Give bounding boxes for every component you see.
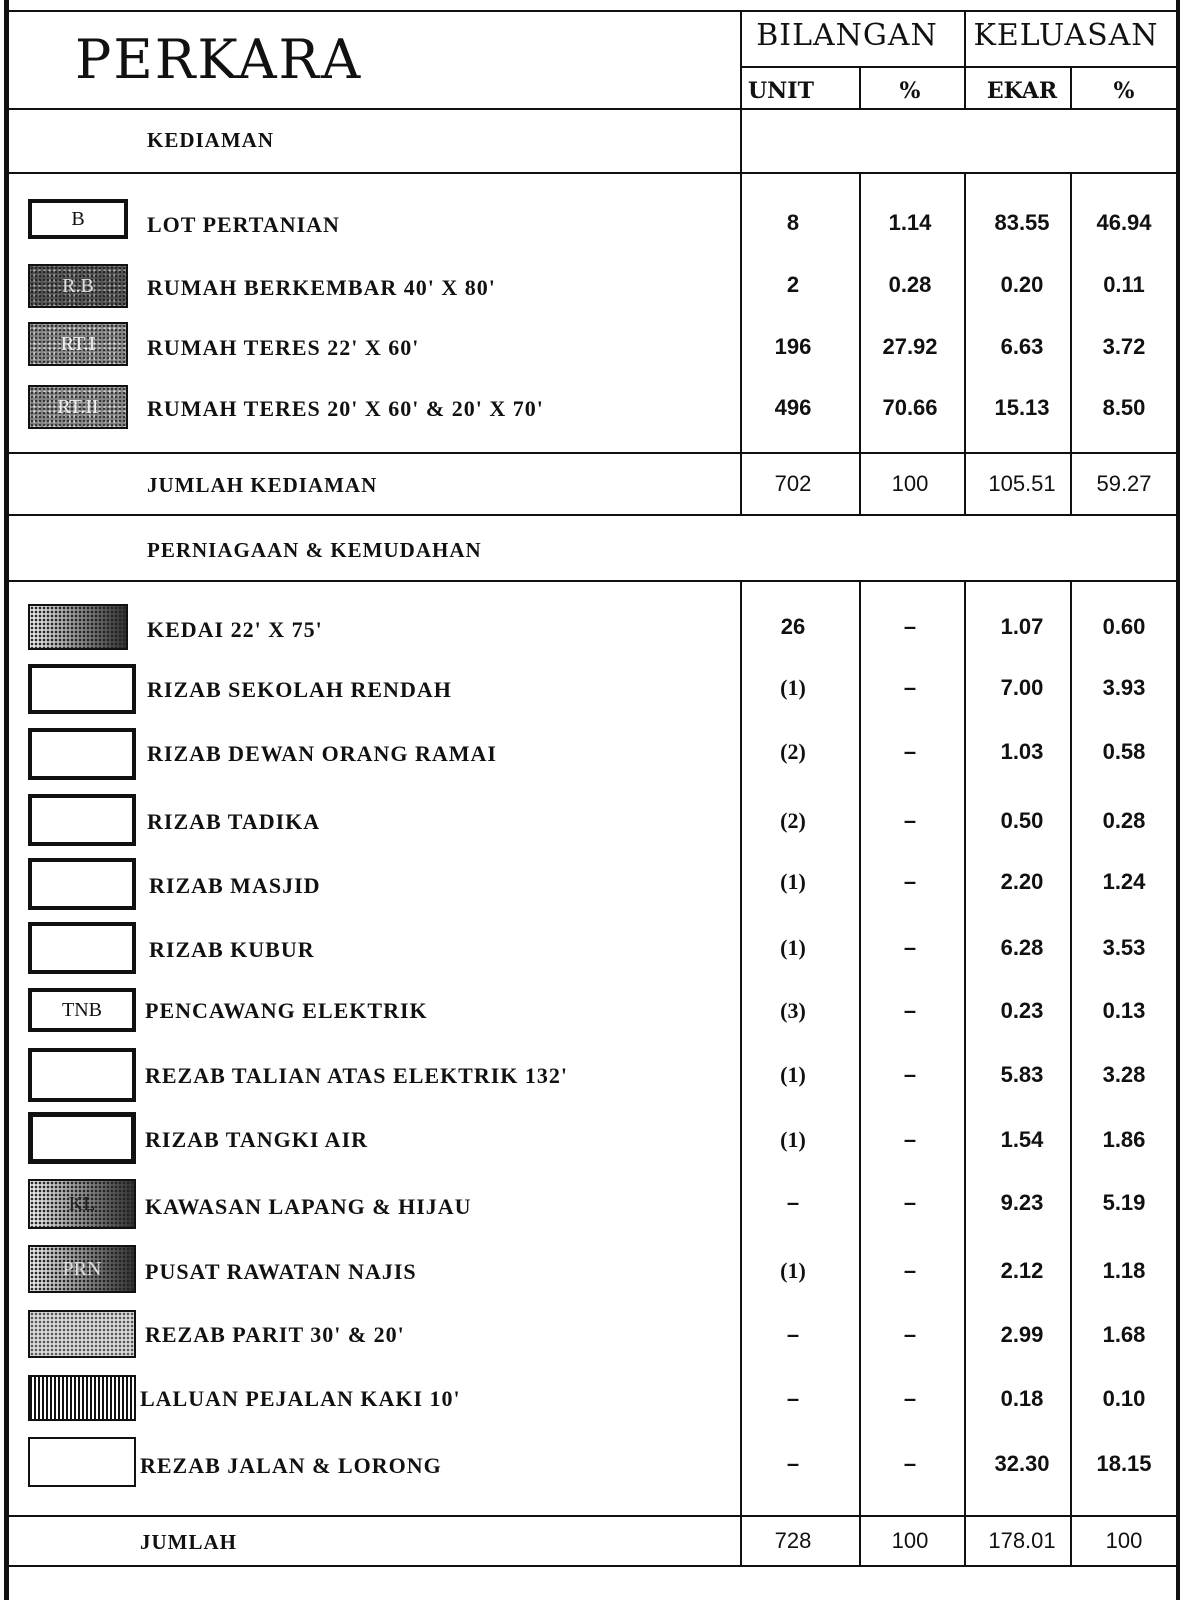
cell-ekar: 9.23 xyxy=(1000,1190,1044,1215)
row-label: RIZAB TANGKI AIR xyxy=(145,1127,369,1152)
row-label: RIZAB SEKOLAH RENDAH xyxy=(147,677,452,702)
subtotal-pct: 100 xyxy=(891,471,929,496)
subtotal-ekar: 105.51 xyxy=(988,471,1056,496)
legend-swatch-talian xyxy=(28,1048,136,1102)
cell-unit: – xyxy=(786,1322,800,1347)
cell-pct2: 3.93 xyxy=(1102,675,1146,700)
row-label: RIZAB TADIKA xyxy=(147,809,321,834)
cell-pct2: 46.94 xyxy=(1096,210,1152,235)
page-title: PERKARA xyxy=(75,28,363,91)
row-label: RIZAB MASJID xyxy=(149,873,321,898)
section-line xyxy=(6,514,1178,516)
cell-pct: – xyxy=(903,1258,917,1283)
cell-pct: – xyxy=(903,869,917,894)
cell-pct2: 0.10 xyxy=(1102,1386,1146,1411)
cell-unit: (1) xyxy=(780,1258,806,1283)
ekar-header: EKAR xyxy=(986,78,1058,104)
cell-pct2: 1.68 xyxy=(1102,1322,1146,1347)
cell-unit: – xyxy=(786,1451,800,1476)
cell-pct2: 0.60 xyxy=(1102,614,1146,639)
cell-pct: – xyxy=(903,614,917,639)
cell-pct: – xyxy=(903,1386,917,1411)
cell-unit: (2) xyxy=(780,739,806,764)
grand-total-ekar: 178.01 xyxy=(988,1528,1056,1553)
cell-pct: – xyxy=(903,998,917,1023)
legend-swatch-najis: PRN xyxy=(28,1245,136,1293)
keluasan-header: KELUASAN xyxy=(973,18,1159,53)
row-label: RUMAH BERKEMBAR 40' X 80' xyxy=(147,275,496,300)
legend-swatch-b: B xyxy=(28,199,128,239)
cell-pct2: 3.72 xyxy=(1102,334,1146,359)
cell-pct2: 0.58 xyxy=(1102,739,1146,764)
cell-ekar: 15.13 xyxy=(994,395,1050,420)
subtotal-pct2: 59.27 xyxy=(1096,471,1152,496)
cell-pct: 27.92 xyxy=(882,334,938,359)
cell-unit: (3) xyxy=(780,998,806,1023)
cell-ekar: 1.07 xyxy=(1000,614,1044,639)
pct-keluasan-header: % xyxy=(1113,78,1135,104)
section-line xyxy=(6,580,1178,582)
cell-unit: 26 xyxy=(780,614,806,639)
cell-ekar: 0.23 xyxy=(1000,998,1044,1023)
cell-ekar: 1.54 xyxy=(1000,1127,1044,1152)
bilangan-header: BILANGAN xyxy=(756,18,938,53)
row-label: RIZAB DEWAN ORANG RAMAI xyxy=(147,741,497,766)
cell-pct2: 8.50 xyxy=(1102,395,1146,420)
cell-pct: – xyxy=(903,1127,917,1152)
cell-pct: 70.66 xyxy=(882,395,938,420)
total-line xyxy=(6,1515,1178,1517)
cell-ekar: 83.55 xyxy=(994,210,1050,235)
row-label: PENCAWANG ELEKTRIK xyxy=(145,998,428,1023)
row-label: LOT PERTANIAN xyxy=(147,212,340,237)
cell-unit: (1) xyxy=(780,869,806,894)
cell-pct: 1.14 xyxy=(888,210,932,235)
legend-swatch-jalan xyxy=(28,1437,136,1487)
cell-unit: 8 xyxy=(786,210,800,235)
cell-ekar: 0.50 xyxy=(1000,808,1044,833)
unit-header: UNIT xyxy=(748,78,814,104)
legend-swatch-dewan xyxy=(28,728,136,780)
col-line xyxy=(1070,66,1072,108)
grand-total-pct2: 100 xyxy=(1105,1528,1143,1553)
cell-pct2: 1.18 xyxy=(1102,1258,1146,1283)
cell-ekar: 32.30 xyxy=(994,1451,1050,1476)
legend-swatch-parit xyxy=(28,1310,136,1358)
cell-ekar: 6.63 xyxy=(1000,334,1044,359)
cell-pct: – xyxy=(903,808,917,833)
cell-unit: (1) xyxy=(780,675,806,700)
col-line xyxy=(740,10,742,172)
table-border-top xyxy=(6,10,1178,12)
cell-unit: (1) xyxy=(780,1127,806,1152)
row-label: REZAB TALIAN ATAS ELEKTRIK 132' xyxy=(145,1063,569,1088)
cell-pct: – xyxy=(903,1190,917,1215)
legend-swatch-kubur xyxy=(28,922,136,974)
row-label: LALUAN PEJALAN KAKI 10' xyxy=(140,1386,461,1411)
cell-ekar: 6.28 xyxy=(1000,935,1044,960)
cell-ekar: 2.99 xyxy=(1000,1322,1044,1347)
cell-unit: – xyxy=(786,1190,800,1215)
cell-ekar: 5.83 xyxy=(1000,1062,1044,1087)
row-label: RIZAB KUBUR xyxy=(149,937,315,962)
legend-swatch-lapang: KL xyxy=(28,1179,136,1229)
header-divider xyxy=(742,66,1176,68)
cell-pct2: 5.19 xyxy=(1102,1190,1146,1215)
col-line xyxy=(964,10,966,108)
row-label: RUMAH TERES 20' X 60' & 20' X 70' xyxy=(147,396,544,421)
grand-total-pct: 100 xyxy=(891,1528,929,1553)
col-line xyxy=(859,580,861,1565)
cell-pct2: 3.28 xyxy=(1102,1062,1146,1087)
cell-unit: 2 xyxy=(786,272,800,297)
section-heading-perniagaan: PERNIAGAAN & KEMUDAHAN xyxy=(147,538,482,562)
table-border-bottom xyxy=(6,1565,1178,1567)
legend-swatch-tangki xyxy=(28,1112,136,1164)
cell-pct: – xyxy=(903,1322,917,1347)
grand-total-label: JUMLAH xyxy=(140,1530,237,1554)
header-bottom-line xyxy=(6,108,1178,110)
table-border-right xyxy=(1176,0,1180,1600)
legend-swatch-kedai xyxy=(28,604,128,650)
cell-unit: (2) xyxy=(780,808,806,833)
cell-ekar: 1.03 xyxy=(1000,739,1044,764)
cell-pct2: 0.11 xyxy=(1103,272,1145,297)
row-label: KAWASAN LAPANG & HIJAU xyxy=(145,1194,472,1219)
cell-pct2: 0.13 xyxy=(1102,998,1146,1023)
section-line xyxy=(6,172,1178,174)
cell-pct2: 0.28 xyxy=(1102,808,1146,833)
legend-swatch-rt1: RT.I xyxy=(28,322,128,366)
legend-swatch-tnb: TNB xyxy=(28,988,136,1032)
legend-swatch-masjid xyxy=(28,858,136,910)
cell-pct: – xyxy=(903,935,917,960)
legend-swatch-rb: R.B xyxy=(28,264,128,308)
cell-pct: – xyxy=(903,675,917,700)
cell-pct2: 1.86 xyxy=(1102,1127,1146,1152)
cell-pct: – xyxy=(903,1062,917,1087)
legend-swatch-pejalan xyxy=(28,1375,136,1421)
subtotal-unit: 702 xyxy=(774,471,812,496)
cell-pct2: 3.53 xyxy=(1102,935,1146,960)
row-label: RUMAH TERES 22' X 60' xyxy=(147,335,420,360)
grand-total-unit: 728 xyxy=(774,1528,812,1553)
section-heading-kediaman: KEDIAMAN xyxy=(147,128,274,152)
cell-ekar: 2.12 xyxy=(1000,1258,1044,1283)
legend-swatch-rt2: RT.II xyxy=(28,385,128,429)
cell-pct: – xyxy=(903,739,917,764)
cell-unit: (1) xyxy=(780,1062,806,1087)
cell-ekar: 2.20 xyxy=(1000,869,1044,894)
cell-pct2: 1.24 xyxy=(1102,869,1146,894)
row-label: REZAB PARIT 30' & 20' xyxy=(145,1322,405,1347)
legend-swatch-sekolah xyxy=(28,664,136,714)
col-line xyxy=(859,66,861,108)
col-line xyxy=(740,580,742,1515)
col-line xyxy=(859,172,861,514)
cell-pct: 0.28 xyxy=(888,272,932,297)
section-line xyxy=(6,452,1178,454)
cell-ekar: 0.20 xyxy=(1000,272,1044,297)
row-label: PUSAT RAWATAN NAJIS xyxy=(145,1259,417,1284)
pct-bilangan-header: % xyxy=(899,78,921,104)
row-label: REZAB JALAN & LORONG xyxy=(140,1453,442,1478)
subtotal-label: JUMLAH KEDIAMAN xyxy=(147,473,378,497)
cell-unit: 496 xyxy=(774,395,812,420)
table-border-left xyxy=(4,0,9,1600)
cell-unit: (1) xyxy=(780,935,806,960)
cell-unit: – xyxy=(786,1386,800,1411)
cell-pct: – xyxy=(903,1451,917,1476)
cell-ekar: 7.00 xyxy=(1000,675,1044,700)
legend-swatch-tadika xyxy=(28,794,136,846)
cell-ekar: 0.18 xyxy=(1000,1386,1044,1411)
cell-pct2: 18.15 xyxy=(1096,1451,1152,1476)
cell-unit: 196 xyxy=(774,334,812,359)
row-label: KEDAI 22' X 75' xyxy=(147,617,323,642)
